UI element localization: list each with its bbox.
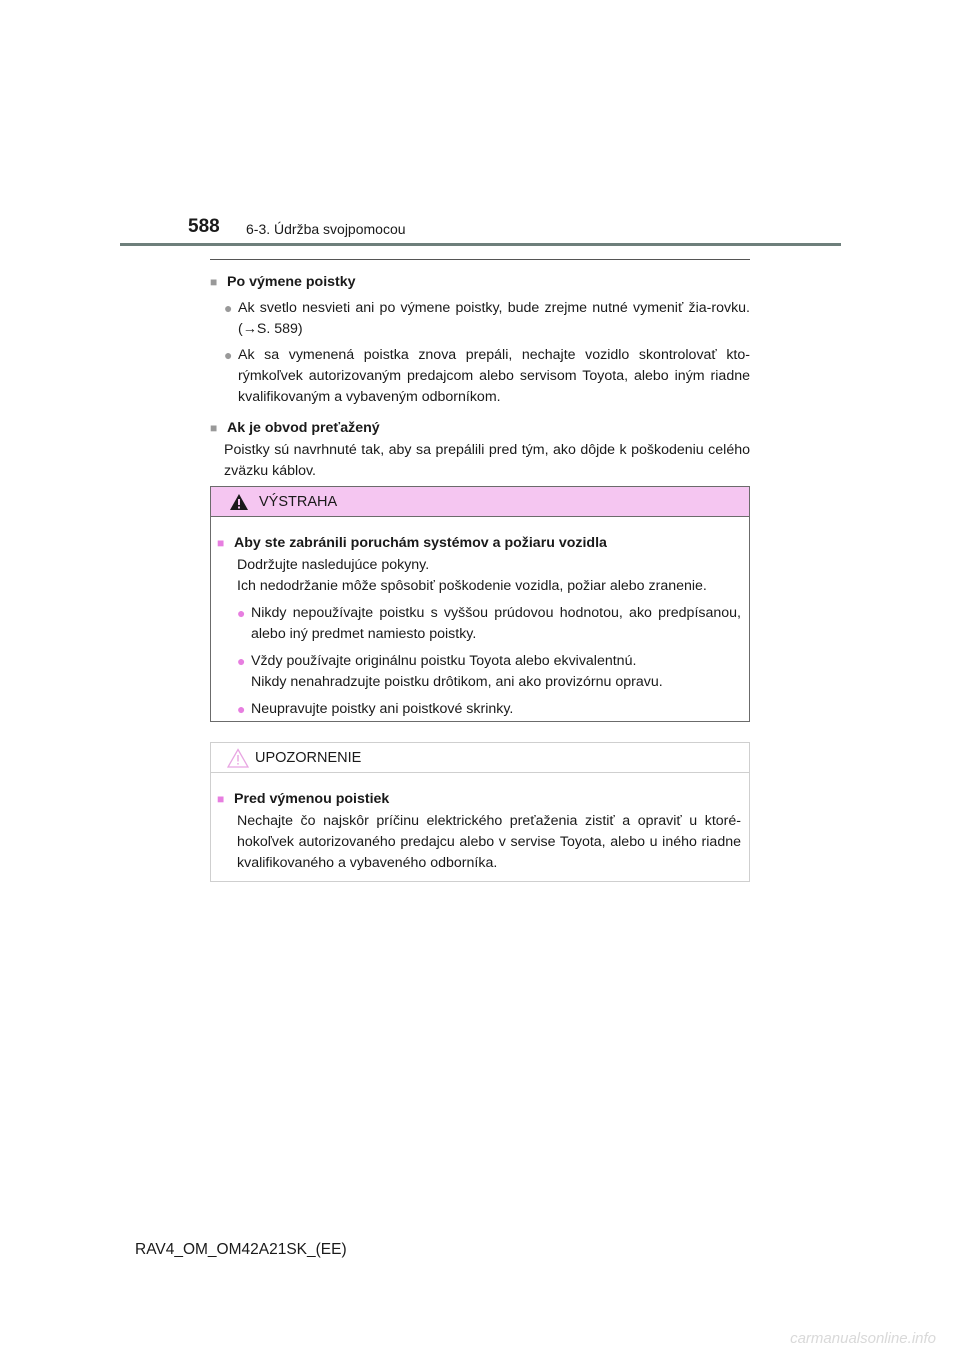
page-number: 588 [188, 216, 220, 237]
list-item-text: Vždy používajte originálnu poistku Toyota alebo ekvivalentnú. [251, 653, 637, 669]
circle-bullet-icon: ● [224, 347, 233, 363]
watermark: carmanualsonline.info [790, 1330, 936, 1347]
circle-bullet-icon: ● [237, 605, 246, 621]
warning-intro: Dodržujte nasledujúce pokyny. [237, 557, 430, 573]
notice-heading [217, 789, 741, 810]
content-rule [210, 259, 750, 260]
warning-list-item [237, 603, 741, 645]
circle-bullet-icon: ● [237, 653, 246, 669]
warning-header [211, 487, 749, 517]
list-item-text: Ak svetlo nesvieti ani po výmene poistky, bude zrejme nutné vymeniť žia-rovku. (→S. 589) [238, 300, 750, 337]
square-bullet-icon: ■ [210, 275, 218, 289]
warning-list-item [237, 651, 741, 693]
square-bullet-icon: ■ [217, 536, 225, 550]
warning-heading-text: Aby ste zabránili poruchám systémov a požiaru vozidla [234, 535, 607, 551]
document-code: RAV4_OM_OM42A21SK_(EE) [135, 1241, 347, 1258]
notice-header [211, 743, 749, 773]
list-item-text: Neupravujte poistky ani poistkové skrinky. [251, 701, 514, 717]
warning-intro: Ich nedodržanie môže spôsobiť poškodenie vozidla, požiar alebo zranenie. [237, 578, 707, 594]
notice-label: UPOZORNENIE [255, 749, 362, 766]
list-item [224, 298, 750, 340]
square-bullet-icon: ■ [217, 792, 225, 806]
paragraph: Poistky sú navrhnuté tak, aby sa prepálili pred tým, ako dôjde k poškodeniu celého zväzku káblov. [224, 442, 750, 479]
list-item-text-extra: Nikdy nenahradzujte poistku drôtikom, ani ako provizórnu opravu. [251, 674, 663, 690]
warning-heading [217, 533, 741, 554]
notice-paragraph: Nechajte čo najskôr príčinu elektrického preťaženia zistiť a opraviť u ktoré-hokoľvek autorizovaného predajcu alebo v servise Toyota, alebo u iného riadne kvalifikovaného a vybaveného odborníka. [237, 813, 741, 871]
section-title: 6-3. Údržba svojpomocou [246, 221, 406, 237]
section-heading [210, 272, 750, 293]
circle-bullet-icon: ● [224, 300, 233, 316]
main-content [210, 268, 750, 482]
section-heading-text: Ak je obvod preťažený [227, 420, 380, 436]
list-item-text: Nikdy nepoužívajte poistku s vyššou prúdovou hodnotou, ako predpísanou, alebo iný predmet namiesto poistky. [251, 605, 741, 642]
warning-list-item [237, 699, 741, 720]
section-heading-text: Po výmene poistky [227, 274, 356, 290]
square-bullet-icon: ■ [210, 421, 218, 435]
notice-heading-text: Pred výmenou poistiek [234, 791, 390, 807]
circle-bullet-icon: ● [237, 701, 246, 717]
warning-label: VÝSTRAHA [259, 493, 338, 510]
header-rule [120, 243, 841, 246]
warning-box [210, 486, 750, 722]
notice-box [210, 742, 750, 882]
list-item-text: Ak sa vymenená poistka znova prepáli, nechajte vozidlo skontrolovať kto-rýmkoľvek autorizovaným predajcom alebo servisom Toyota, alebo iným riadne kvalifikovaným a vybaveným odborníkom. [238, 347, 750, 405]
warning-triangle-icon [229, 493, 249, 511]
section-heading [210, 418, 750, 439]
caution-triangle-icon [227, 748, 249, 768]
list-item [224, 345, 750, 408]
